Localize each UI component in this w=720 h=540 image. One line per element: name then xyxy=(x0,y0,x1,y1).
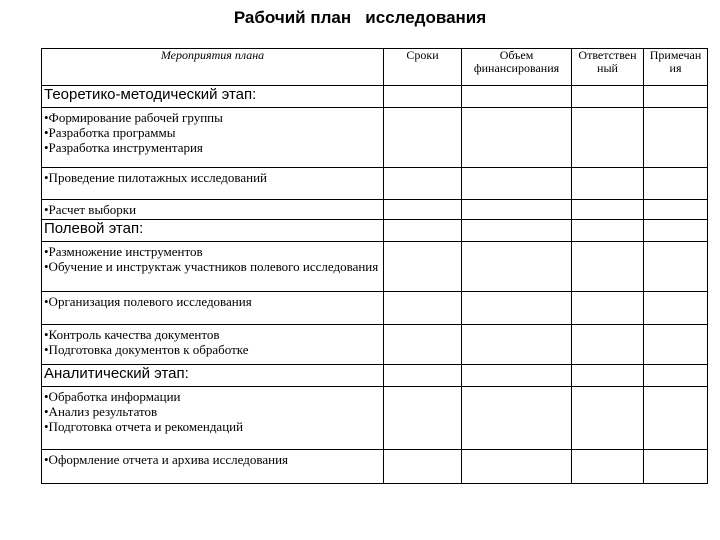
phase-row xyxy=(42,86,708,108)
activity-row xyxy=(42,387,708,450)
responsible-cell xyxy=(572,200,644,220)
column-header-notes: Примечан ия xyxy=(644,49,708,86)
funding-cell xyxy=(462,450,572,484)
activity-cell xyxy=(42,168,384,200)
activity-cell xyxy=(42,242,384,292)
activity-item: •Обучение и инструктаж участников полевого исследования xyxy=(44,259,379,274)
activity-row xyxy=(42,325,708,365)
notes-cell xyxy=(644,242,708,292)
activity-row xyxy=(42,292,708,325)
activity-row xyxy=(42,242,708,292)
phase-label: Теоретико-методический этап: xyxy=(42,86,384,108)
activity-row xyxy=(42,450,708,484)
activity-item: •Оформление отчета и архива исследования xyxy=(44,452,289,467)
responsible-cell xyxy=(572,168,644,200)
column-header-responsible: Ответствен ный xyxy=(572,49,644,86)
activity-cell xyxy=(42,387,384,450)
notes-cell xyxy=(644,108,708,168)
responsible-cell xyxy=(572,86,644,108)
notes-cell xyxy=(644,365,708,387)
activity-cell xyxy=(42,292,384,325)
activity-item: •Обработка информации xyxy=(44,389,181,404)
notes-cell xyxy=(644,168,708,200)
activity-item: •Расчет выборки xyxy=(44,202,137,217)
dates-cell xyxy=(384,108,462,168)
responsible-cell xyxy=(572,242,644,292)
responsible-cell xyxy=(572,108,644,168)
dates-cell xyxy=(384,86,462,108)
phase-label: Аналитический этап: xyxy=(42,365,384,387)
activity-item: •Формирование рабочей группы xyxy=(44,110,223,125)
notes-cell xyxy=(644,450,708,484)
dates-cell xyxy=(384,387,462,450)
funding-cell xyxy=(462,325,572,365)
dates-cell xyxy=(384,450,462,484)
activity-row xyxy=(42,108,708,168)
funding-cell xyxy=(462,292,572,325)
table-header-row xyxy=(42,49,708,86)
column-header-activities: Мероприятия плана xyxy=(42,49,384,86)
dates-cell xyxy=(384,325,462,365)
phase-label: Полевой этап: xyxy=(42,220,384,242)
dates-cell xyxy=(384,292,462,325)
activity-item: •Разработка инструментария xyxy=(44,140,203,155)
activity-item: •Подготовка отчета и рекомендаций xyxy=(44,419,244,434)
notes-cell xyxy=(644,86,708,108)
funding-cell xyxy=(462,387,572,450)
column-header-dates: Сроки xyxy=(384,49,462,86)
activity-item: •Анализ результатов xyxy=(44,404,158,419)
notes-cell xyxy=(644,387,708,450)
activity-item: •Проведение пилотажных исследований xyxy=(44,170,267,185)
work-plan-table xyxy=(41,48,708,484)
funding-cell xyxy=(462,86,572,108)
funding-cell xyxy=(462,365,572,387)
activity-row xyxy=(42,168,708,200)
dates-cell xyxy=(384,168,462,200)
responsible-cell xyxy=(572,325,644,365)
activity-item: •Контроль качества документов xyxy=(44,327,220,342)
dates-cell xyxy=(384,365,462,387)
activity-item: •Размножение инструментов xyxy=(44,244,203,259)
funding-cell xyxy=(462,108,572,168)
funding-cell xyxy=(462,168,572,200)
responsible-cell xyxy=(572,450,644,484)
activity-row xyxy=(42,200,708,220)
notes-cell xyxy=(644,325,708,365)
page-title: Рабочий план исследования xyxy=(233,8,487,27)
dates-cell xyxy=(384,242,462,292)
activity-cell xyxy=(42,325,384,365)
notes-cell xyxy=(644,220,708,242)
activity-item: •Подготовка документов к обработке xyxy=(44,342,249,357)
responsible-cell xyxy=(572,292,644,325)
notes-cell xyxy=(644,292,708,325)
responsible-cell xyxy=(572,387,644,450)
dates-cell xyxy=(384,200,462,220)
phase-row xyxy=(42,220,708,242)
funding-cell xyxy=(462,200,572,220)
activity-cell xyxy=(42,200,384,220)
activity-cell xyxy=(42,108,384,168)
funding-cell xyxy=(462,242,572,292)
activity-cell xyxy=(42,450,384,484)
responsible-cell xyxy=(572,365,644,387)
column-header-funding: Объем финансирования xyxy=(462,49,572,86)
dates-cell xyxy=(384,220,462,242)
activity-item: •Организация полевого исследования xyxy=(44,294,252,309)
phase-row xyxy=(42,365,708,387)
notes-cell xyxy=(644,200,708,220)
responsible-cell xyxy=(572,220,644,242)
funding-cell xyxy=(462,220,572,242)
activity-item: •Разработка программы xyxy=(44,125,176,140)
